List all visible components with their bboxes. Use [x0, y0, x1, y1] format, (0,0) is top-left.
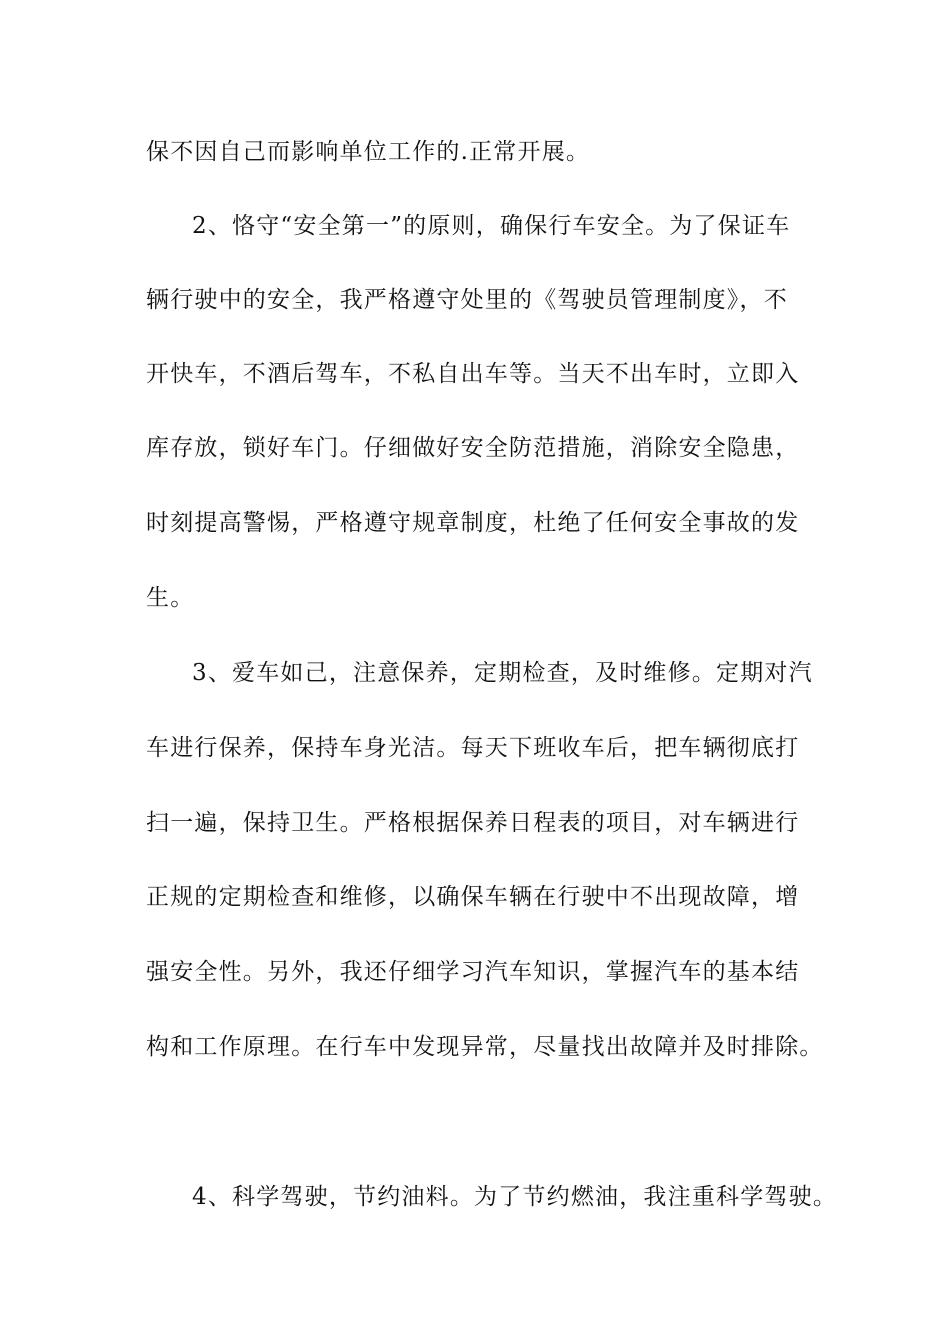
paragraph-2-line-6: 生。 [146, 585, 195, 611]
paragraph-3-line-6: 构和工作原理。在行车中发现异常，尽量找出故障并及时排除。 [146, 1034, 824, 1060]
paragraph-3-line-4: 正规的定期检查和维修，以确保车辆在行驶中不出现故障，增 [146, 884, 800, 910]
paragraph-2-line-4: 库存放，锁好车门。仔细做好安全防范措施，消除安全隐患， [146, 435, 800, 461]
paragraph-3-line-3: 扫一遍，保持卫生。严格根据保养日程表的项目，对车辆进行 [146, 810, 800, 836]
paragraph-2-line-5: 时刻提高警惕，严格遵守规章制度，杜绝了任何安全事故的发 [146, 510, 800, 536]
paragraph-3-line-1: 3、爱车如己，注意保养，定期检查，及时维修。定期对汽 [192, 660, 813, 686]
paragraph-3-line-5: 强安全性。另外，我还仔细学习汽车知识，掌握汽车的基本结 [146, 959, 800, 985]
paragraph-3-line-2: 车进行保养，保持车身光洁。每天下班收车后，把车辆彻底打 [146, 735, 800, 761]
paragraph-2-line-1: 2、恪守“安全第一”的原则，确保行车安全。为了保证车 [192, 213, 791, 239]
text-line-1: 保不因自己而影响单位工作的.正常开展。 [146, 139, 591, 165]
paragraph-4-line-1: 4、科学驾驶，节约油料。为了节约燃油，我注重科学驾驶。 [192, 1184, 838, 1210]
paragraph-2-line-2: 辆行驶中的安全，我严格遵守处里的《驾驶员管理制度》，不 [146, 287, 788, 313]
paragraph-2-line-3: 开快车，不酒后驾车，不私自出车等。当天不出车时，立即入 [146, 361, 800, 387]
